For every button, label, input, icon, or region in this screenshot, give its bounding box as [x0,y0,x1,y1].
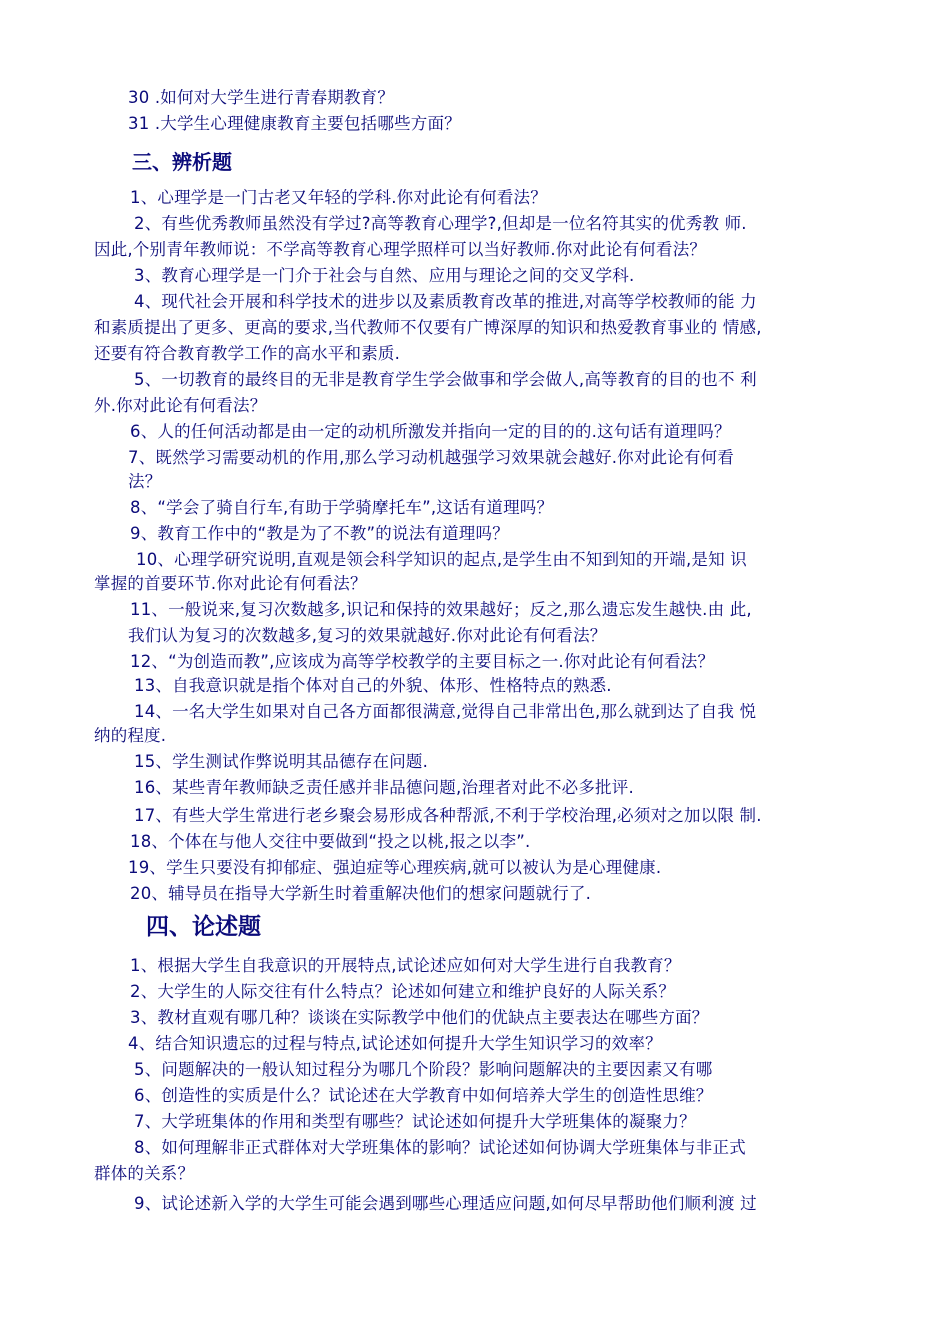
s3-line: 6、人的任何活动都是由一定的动机所激发并指向一定的目的的.这句话有道理吗？ [130,422,731,441]
s4-line: 2、大学生的人际交往有什么特点？论述如何建立和维护良好的人际关系？ [130,982,676,1001]
s3-line: 2、有些优秀教师虽然没有学过?高等教育心理学?,但却是一位名符其实的优秀教 师. [134,214,747,233]
s3-line: 14、一名大学生如果对自己各方面都很满意,觉得自己非常出色,那么就到达了自我 悦 [134,702,757,721]
s4-line: 群体的关系？ [94,1164,195,1183]
s3-line: 外.你对此论有何看法？ [94,396,267,415]
s3-line: 3、教育心理学是一门介于社会与自然、应用与理论之间的交叉学科. [134,266,635,285]
s4-line: 6、创造性的实质是什么？试论述在大学教育中如何培养大学生的创造性思维？ [134,1086,713,1105]
s3-line: 5、一切教育的最终目的无非是教育学生学会做事和学会做人,高等教育的目的也不 利 [134,370,757,389]
s3-line: 10、心理学研究说明,直观是领会科学知识的起点,是学生由不知到知的开端,是知 识 [136,550,747,569]
s4-line: 9、试论述新入学的大学生可能会遇到哪些心理适应问题,如何尽早帮助他们顺利渡 过 [134,1194,757,1213]
s3-line: 因此,个别青年教师说：不学高等教育心理学照样可以当好教师.你对此论有何看法？ [94,240,707,259]
question-31: 31 .大学生心理健康教育主要包括哪些方面？ [128,114,461,133]
s3-line: 15、学生测试作弊说明其品德存在问题. [134,752,429,771]
question-30: 30 .如何对大学生进行青春期教育？ [128,88,395,107]
s4-line: 7、大学班集体的作用和类型有哪些？试论述如何提升大学班集体的凝聚力？ [134,1112,696,1131]
s4-line: 1、根据大学生自我意识的开展特点,试论述应如何对大学生进行自我教育？ [130,956,681,975]
s4-line: 4、结合知识遗忘的过程与特点,试论述如何提升大学生知识学习的效率？ [128,1034,662,1053]
s3-line: 法？ [128,472,162,491]
s3-line: 纳的程度. [94,726,167,745]
s4-line: 3、教材直观有哪几种？谈谈在实际教学中他们的优缺点主要表达在哪些方面？ [130,1008,709,1027]
s3-line: 我们认为复习的次数越多,复习的效果就越好.你对此论有何看法？ [128,626,607,645]
s3-line: 12、“为创造而教”,应该成为高等学校教学的主要目标之一.你对此论有何看法？ [130,652,715,671]
s3-line: 13、自我意识就是指个体对自己的外貌、体形、性格特点的熟悉. [134,676,612,695]
s3-line: 20、辅导员在指导大学新生时着重解决他们的想家问题就行了. [130,884,592,903]
s3-line: 16、某些青年教师缺乏责任感并非品德问题,治理者对此不必多批评. [134,778,634,797]
s3-line: 4、现代社会开展和科学技术的进步以及素质教育改革的推进,对高等学校教师的能 力 [134,292,757,311]
s3-line: 11、一般说来,复习次数越多,识记和保持的效果越好；反之,那么遗忘发生越快.由 此, [130,600,752,619]
s3-line: 17、有些大学生常进行老乡聚会易形成各种帮派,不利于学校治理,必须对之加以限 制. [134,806,762,825]
s3-line: 掌握的首要环节.你对此论有何看法？ [94,574,367,593]
s3-line: 还要有符合教育教学工作的高水平和素质. [94,344,401,363]
s3-line: 1、心理学是一门古老又年轻的学科.你对此论有何看法？ [130,188,547,207]
s3-line: 19、学生只要没有抑郁症、强迫症等心理疾病,就可以被认为是心理健康. [128,858,662,877]
s3-line: 和素质提出了更多、更高的要求,当代教师不仅要有广博深厚的知识和热爱教育事业的 情感, [94,318,762,337]
section-4-heading: 四、论述题 [146,914,261,940]
section-3-heading: 三、辨析题 [132,150,232,174]
s3-line: 8、“学会了骑自行车,有助于学骑摩托车”,这话有道理吗？ [130,498,554,517]
s4-line: 5、问题解决的一般认知过程分为哪几个阶段？影响问题解决的主要因素又有哪 [134,1060,713,1079]
s3-line: 7、既然学习需要动机的作用,那么学习动机越强学习效果就会越好.你对此论有何看 [128,448,735,467]
s3-line: 18、个体在与他人交往中要做到“投之以桃,报之以李”. [130,832,531,851]
s3-line: 9、教育工作中的“教是为了不教”的说法有道理吗？ [130,524,509,543]
s4-line: 8、如何理解非正式群体对大学班集体的影响？试论述如何协调大学班集体与非正式 [134,1138,746,1157]
